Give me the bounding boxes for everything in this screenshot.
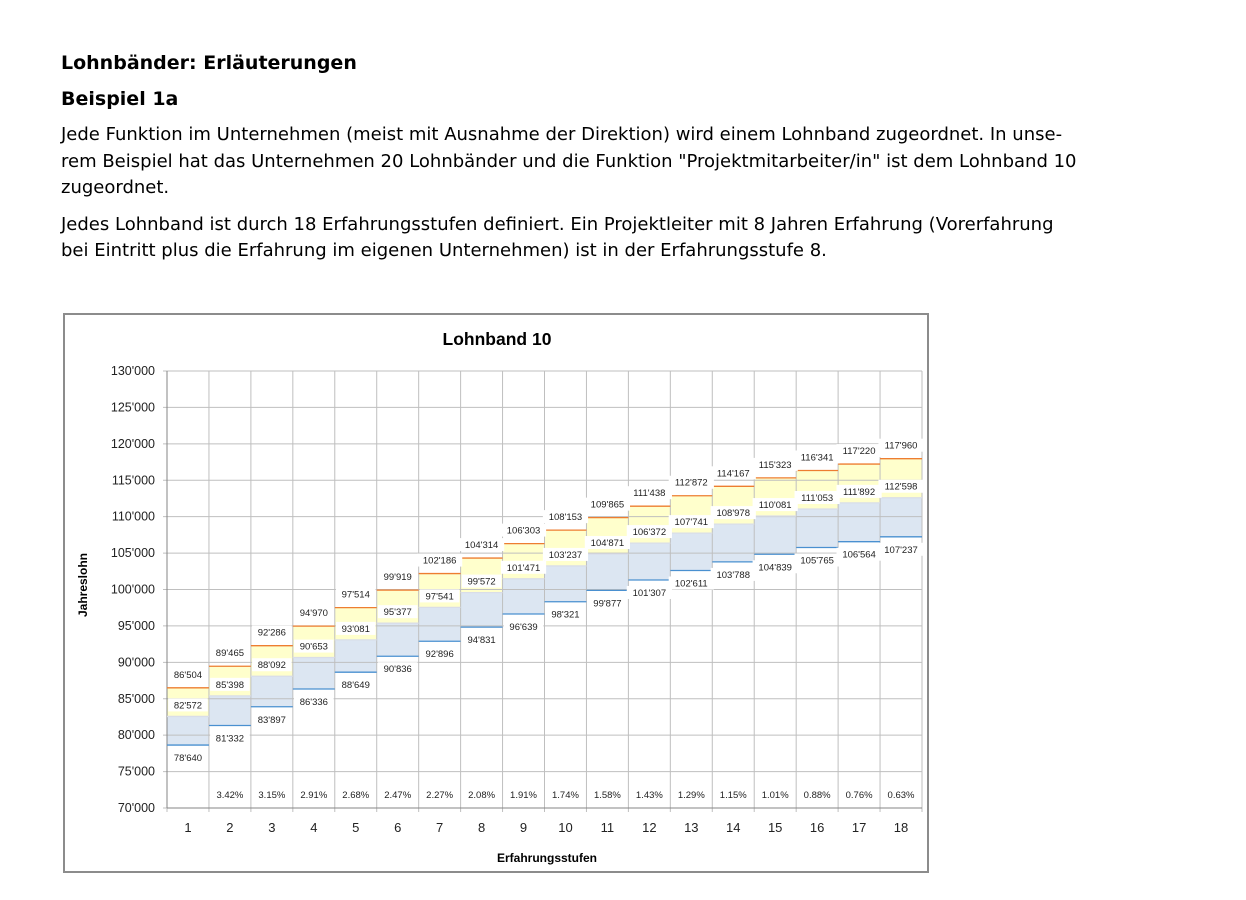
x-tick-label: 2	[226, 820, 234, 835]
data-label: 81'332	[215, 733, 245, 745]
growth-rate-label: 0.63%	[887, 790, 915, 801]
data-label: 117'960	[884, 440, 918, 452]
data-label: 103'788	[716, 569, 751, 581]
data-label: 106'372	[632, 527, 667, 539]
y-axis-title: Jahreslohn	[76, 552, 90, 618]
data-label: 85'398	[215, 679, 245, 691]
x-tick-label: 3	[268, 820, 276, 835]
data-label: 112'872	[674, 477, 708, 489]
growth-rate-label: 1.91%	[510, 790, 537, 801]
data-label: 99'877	[593, 598, 622, 610]
x-tick-label: 16	[809, 820, 825, 835]
x-tick-label: 1	[184, 820, 192, 835]
growth-rate-label: 0.76%	[845, 790, 873, 801]
y-tick-label: 110'000	[111, 509, 155, 524]
data-label: 95'377	[383, 607, 412, 619]
x-tick-label: 4	[310, 820, 318, 835]
x-tick-label: 11	[600, 820, 615, 835]
data-label: 106'564	[842, 549, 876, 561]
lower-band-fill	[167, 716, 209, 745]
x-tick-label: 10	[558, 820, 573, 835]
paragraph-1	[61, 122, 1151, 202]
x-tick-label: 5	[352, 820, 360, 835]
x-axis-title: Erfahrungsstufen	[496, 851, 598, 865]
data-label: 103'237	[548, 549, 583, 561]
data-label: 106'303	[506, 525, 541, 537]
data-label: 111'438	[633, 488, 666, 500]
data-label: 97'541	[425, 591, 454, 603]
data-label: 97'514	[341, 589, 370, 601]
data-label: 93'081	[341, 623, 370, 635]
data-label: 101'307	[632, 587, 667, 599]
data-label: 99'919	[383, 572, 412, 584]
data-label: 104'314	[464, 540, 499, 552]
growth-rate-label: 2.08%	[468, 790, 496, 801]
data-label: 102'611	[674, 578, 708, 590]
data-label: 98'321	[551, 609, 580, 621]
paragraph-2	[61, 212, 1151, 265]
growth-rate-label: 1.74%	[552, 790, 579, 801]
growth-rate-label: 2.91%	[300, 790, 328, 801]
data-label: 89'465	[215, 648, 245, 660]
y-tick-label: 115'000	[111, 473, 155, 488]
data-label: 110'081	[758, 500, 792, 512]
data-label: 107'237	[884, 544, 918, 556]
growth-rate-label: 1.58%	[593, 790, 621, 801]
y-tick-label: 85'000	[117, 691, 155, 706]
data-label: 86'336	[299, 697, 328, 709]
data-label: 94'831	[467, 635, 496, 647]
data-label: 92'896	[425, 649, 454, 661]
x-tick-label: 7	[436, 820, 444, 835]
data-label: 86'504	[173, 669, 203, 681]
lower-band-fill	[335, 640, 377, 672]
lower-band-fill	[377, 623, 419, 656]
growth-rate-label: 2.68%	[342, 790, 370, 801]
y-tick-label: 100'000	[110, 582, 155, 597]
paragraph-2-line: Jedes Lohnband ist durch 18 Erfahrungsstufen definiert. Ein Projektleiter mit 8 Jahren Erfahrung (Vorerfahrung	[61, 213, 1054, 235]
y-tick-label: 70'000	[117, 801, 155, 815]
paragraph-1-line: zugeordnet.	[61, 177, 170, 198]
growth-rate-label: 1.43%	[635, 790, 663, 801]
data-label: 82'572	[173, 700, 203, 712]
data-label: 107'741	[674, 517, 709, 529]
x-tick-label: 15	[767, 820, 783, 835]
lower-band-fill	[209, 696, 251, 726]
data-label: 101'471	[506, 562, 541, 574]
chart-frame	[63, 313, 929, 873]
example-heading: Beispiel 1a	[61, 88, 179, 110]
data-label: 108'153	[548, 512, 583, 524]
data-label: 90'653	[299, 641, 328, 653]
growth-rate-label: 3.42%	[216, 790, 244, 801]
y-tick-label: 80'000	[117, 728, 155, 743]
y-tick-label: 90'000	[117, 655, 155, 670]
lower-band-fill	[545, 566, 587, 602]
y-tick-label: 130'000	[110, 364, 155, 378]
growth-rate-label: 2.47%	[384, 790, 412, 801]
data-label: 115'323	[758, 459, 792, 471]
y-tick-label: 120'000	[110, 436, 155, 451]
x-tick-label: 6	[394, 820, 402, 835]
page-title: Lohnbänder: Erläuterungen	[61, 52, 357, 74]
growth-rate-label: 2.27%	[426, 790, 454, 801]
x-tick-label: 8	[477, 820, 486, 835]
data-label: 104'871	[590, 538, 625, 550]
lower-band-fill	[880, 498, 922, 537]
x-tick-label: 13	[684, 820, 699, 835]
data-label: 111'892	[843, 486, 876, 498]
lower-band-fill	[838, 503, 880, 542]
lower-band-fill	[670, 533, 712, 570]
x-tick-label: 18	[893, 820, 909, 835]
paragraph-1-line: rem Beispiel hat das Unternehmen 20 Lohnbänder und die Funktion "Projektmitarbeiter/in" ist dem Lohnband 10	[61, 150, 1077, 172]
data-label: 117'220	[842, 446, 876, 458]
lower-band-fill	[586, 554, 628, 590]
data-label: 90'836	[383, 664, 412, 676]
lower-band-fill	[754, 516, 796, 554]
data-label: 116'341	[800, 452, 834, 464]
lower-band-fill	[712, 524, 754, 562]
lower-band-fill	[419, 607, 461, 641]
data-label: 112'598	[884, 481, 918, 493]
y-tick-label: 75'000	[117, 764, 155, 779]
lower-band-fill	[251, 676, 293, 707]
lower-band-fill	[796, 509, 838, 548]
data-label: 114'167	[716, 468, 750, 480]
x-tick-label: 14	[726, 820, 741, 835]
growth-rate-label: 3.15%	[258, 790, 286, 801]
growth-rate-label: 1.15%	[719, 790, 747, 801]
data-label: 78'640	[173, 753, 203, 765]
data-label: 96'639	[509, 621, 538, 633]
paragraph-2-line: bei Eintritt plus die Erfahrung im eigenen Unternehmen) ist in der Erfahrungsstufe 8.	[61, 240, 827, 261]
y-tick-label: 125'000	[110, 400, 155, 415]
growth-rate-label: 0.88%	[803, 790, 831, 801]
data-label: 111'053	[801, 492, 834, 504]
salary-band-chart	[65, 315, 927, 871]
x-tick-label: 17	[851, 820, 867, 835]
growth-rate-label: 1.01%	[761, 790, 789, 801]
lower-band-fill	[503, 579, 545, 614]
data-label: 92'286	[257, 627, 286, 639]
x-tick-label: 9	[519, 820, 528, 835]
paragraph-1-line: Jede Funktion im Unternehmen (meist mit Ausnahme der Direktion) wird einem Lohnband zugeordnet. In unse-	[61, 124, 1063, 145]
data-label: 88'092	[257, 660, 286, 672]
lower-band-fill	[628, 543, 670, 580]
x-tick-label: 12	[642, 820, 657, 835]
chart-title: Lohnband 10	[442, 329, 552, 349]
lower-band-fill	[461, 593, 503, 628]
y-tick-label: 95'000	[117, 618, 155, 633]
data-label: 83'897	[257, 714, 286, 726]
data-label: 88'649	[341, 680, 370, 692]
data-label: 104'839	[758, 562, 792, 574]
data-label: 109'865	[590, 499, 625, 511]
data-label: 105'765	[800, 555, 834, 567]
data-label: 102'186	[422, 555, 457, 567]
growth-rate-label: 1.29%	[677, 790, 705, 801]
data-label: 99'572	[467, 576, 496, 588]
data-label: 108'978	[716, 508, 751, 520]
data-label: 94'970	[299, 608, 328, 620]
y-tick-label: 105'000	[110, 546, 155, 561]
document	[61, 52, 1151, 275]
